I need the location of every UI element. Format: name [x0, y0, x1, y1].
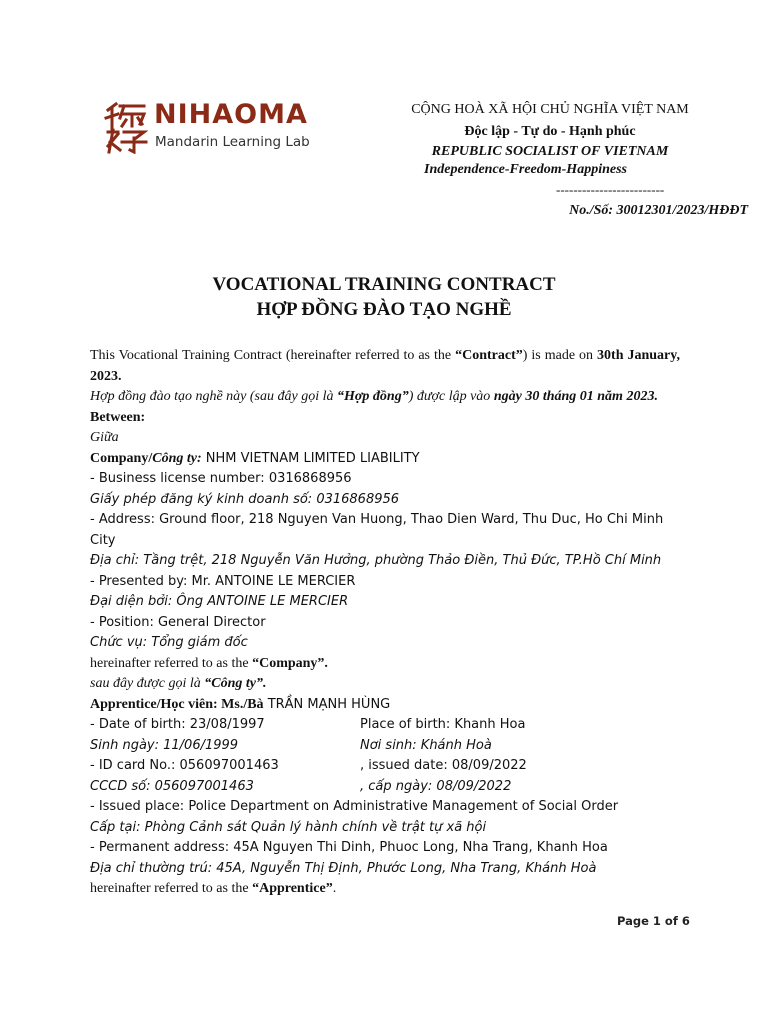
apprentice-id-en-row [90, 756, 680, 777]
document-title-vi: HỢP ĐỒNG ĐÀO TẠO NGHỀ [256, 299, 512, 320]
company-name: NHM VIETNAM LIMITED LIABILITY [201, 450, 420, 466]
company-address-vi: Địa chỉ: Tầng trệt, 218 Nguyễn Văn Hưởng, phường Thảo Điền, Thủ Đức, TP.Hồ Chí Minh [90, 553, 662, 568]
between-en: Between: [90, 409, 146, 425]
company-heading [90, 449, 680, 470]
contract-number: No./Số: 30012301/2023/HĐĐT [569, 203, 748, 218]
logo-subtitle: Mandarin Learning Lab [155, 134, 310, 150]
logo-mark-icon [104, 100, 148, 154]
intro-vi [90, 387, 680, 408]
company-license-vi: Giấy phép đăng ký kinh doanh số: 0316868956 [90, 491, 400, 507]
apprentice-dob-en: - Date of birth: 23/08/1997 [90, 717, 265, 732]
apprentice-ref-term: “Apprentice” [252, 881, 333, 896]
intro-en-mid: ) is made on [522, 348, 598, 363]
company-ref-vi-term: “Công ty”. [204, 676, 267, 691]
apprentice-id-vi: CCCD số: 056097001463 [90, 778, 254, 794]
apprentice-place-vi: Cấp tại: Phòng Cảnh sát Quản lý hành chính về trật tự xã hội [90, 819, 487, 835]
intro-en-date: 30th January, 2023. [90, 348, 681, 384]
logo-name: NIHAOMA [154, 99, 308, 130]
company-label-vi: Công ty: [152, 450, 202, 466]
apprentice-issued-vi: , cấp ngày: 08/09/2022 [360, 778, 512, 794]
company-address-en: - Address: Ground floor, 218 Nguyen Van Huong, Thao Dien Ward, Thu Duc, Ho Chi Minh City [90, 512, 664, 548]
company-ref-en-term: “Company”. [252, 655, 328, 671]
intro-en-text: This Vocational Training Contract (hereinafter referred to as the [90, 348, 456, 363]
company-ref-vi-text: sau đây được gọi là [90, 676, 205, 691]
apprentice-perm-vi: Địa chỉ thường trú: 45A, Nguyễn Thị Định, Phước Long, Nha Trang, Khánh Hoà [90, 860, 597, 876]
national-header-line2: Độc lập - Tự do - Hạnh phúc [464, 124, 636, 139]
national-header-line1: CỘNG HOÀ XÃ HỘI CHỦ NGHĨA VIỆT NAM [411, 102, 689, 117]
apprentice-issued-en: , issued date: 08/09/2022 [360, 758, 527, 773]
company-ref-en [90, 654, 680, 675]
apprentice-perm-en: - Permanent address: 45A Nguyen Thi Dinh, Phuoc Long, Nha Trang, Khanh Hoa [90, 840, 608, 855]
company-presented-vi: Đại diện bởi: Ông ANTOINE LE MERCIER [90, 594, 349, 609]
company-position-en: - Position: General Director [90, 614, 266, 630]
apprentice-dob-vi: Sinh ngày: 11/06/1999 [90, 737, 239, 753]
apprentice-id-en: - ID card No.: 056097001463 [90, 758, 279, 773]
apprentice-dob-vi-row [90, 736, 680, 757]
company-logo [104, 98, 324, 158]
company-ref-vi [90, 674, 680, 695]
apprentice-ref-text: hereinafter referred to as the [90, 881, 253, 896]
intro-vi-mid: ) được lập vào [408, 389, 494, 404]
company-presented-en: - Presented by: Mr. ANTOINE LE MERCIER [90, 573, 356, 589]
company-license-en: - Business license number: 0316868956 [90, 471, 352, 486]
apprentice-ref-post: . [332, 881, 337, 896]
apprentice-pob-en: Place of birth: Khanh Hoa [360, 717, 526, 732]
national-header-line3: REPUBLIC SOCIALIST OF VIETNAM [431, 144, 669, 159]
apprentice-label: Apprentice/Học viên: Ms./Bà [90, 696, 264, 712]
intro-vi-date: ngày 30 tháng 01 năm 2023. [493, 389, 658, 404]
company-ref-en-text: hereinafter referred to as the [90, 655, 253, 671]
apprentice-id-vi-row [90, 777, 680, 798]
apprentice-place-en: - Issued place: Police Department on Administrative Management of Social Order [90, 799, 619, 814]
between-vi: Giữa [90, 430, 119, 445]
header-divider: ------------------------- [556, 182, 665, 197]
intro-vi-term: “Hợp đồng” [337, 389, 409, 404]
company-label-en: Company/ [90, 450, 153, 466]
document-title-en: VOCATIONAL TRAINING CONTRACT [212, 274, 556, 295]
apprentice-pob-vi: Nơi sinh: Khánh Hoà [360, 737, 492, 753]
national-header-line4: Independence-Freedom-Happiness [424, 162, 627, 177]
intro-en-term: “Contract” [455, 348, 523, 363]
apprentice-name: TRẦN MẠNH HÙNG [263, 696, 391, 712]
apprentice-ref [90, 879, 680, 900]
intro-vi-text: Hợp đồng đào tạo nghề này (sau đây gọi là [90, 389, 338, 404]
company-position-vi: Chức vụ: Tổng giám đốc [90, 635, 248, 650]
apprentice-heading [90, 695, 680, 716]
page-number: Page 1 of 6 [617, 914, 690, 928]
contract-body [90, 346, 680, 900]
apprentice-dob-en-row [90, 715, 680, 736]
intro-en [90, 346, 680, 387]
